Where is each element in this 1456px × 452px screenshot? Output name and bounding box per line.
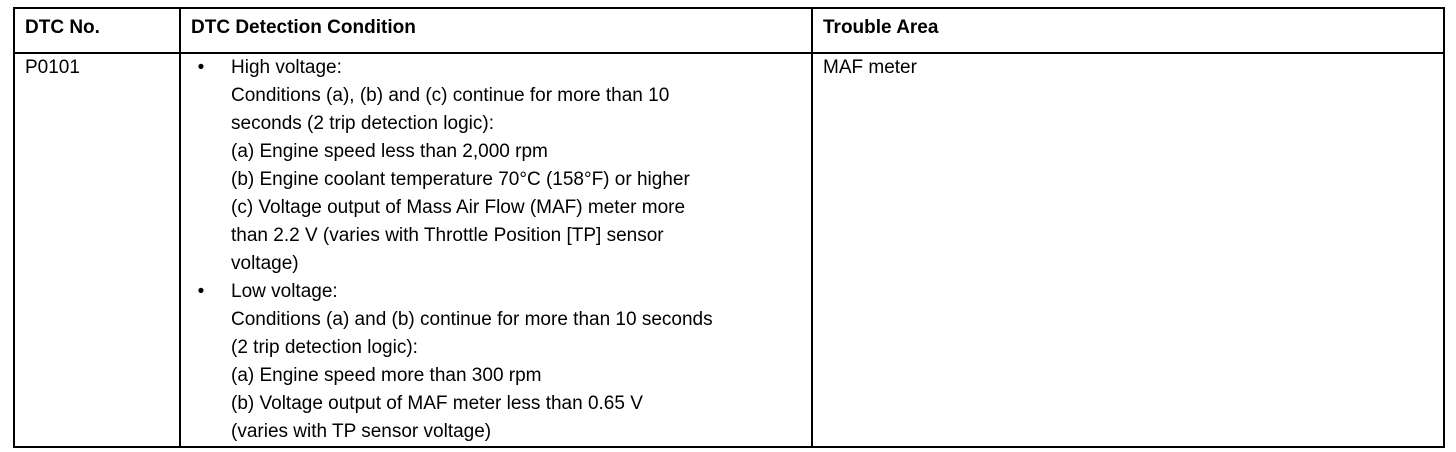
cell-detection-condition — [180, 53, 812, 447]
condition-line: seconds (2 trip detection logic): — [231, 113, 494, 134]
condition-line: (b) Voltage output of MAF meter less than 0.65 V — [231, 393, 643, 414]
condition-line: Low voltage: — [231, 281, 338, 302]
condition-line: (2 trip detection logic): — [231, 337, 418, 358]
header-trouble-area: Trouble Area — [812, 8, 1444, 53]
condition-line: (b) Engine coolant temperature 70°C (158°F) or higher — [231, 169, 690, 190]
condition-item-low-voltage — [191, 278, 801, 446]
header-dtc-no: DTC No. — [14, 8, 180, 53]
table-row — [14, 53, 1444, 447]
condition-line: voltage) — [231, 253, 299, 274]
cell-trouble-area: MAF meter — [812, 53, 1444, 447]
condition-line: High voltage: — [231, 57, 342, 78]
condition-line: (a) Engine speed more than 300 rpm — [231, 365, 542, 386]
cell-dtc-no: P0101 — [14, 53, 180, 447]
bullet-icon: • — [197, 57, 205, 78]
condition-list — [191, 54, 801, 446]
header-row — [14, 8, 1444, 53]
condition-line: (a) Engine speed less than 2,000 rpm — [231, 141, 548, 162]
condition-line: Conditions (a), (b) and (c) continue for more than 10 — [231, 85, 670, 106]
condition-line: than 2.2 V (varies with Throttle Position [TP] sensor — [231, 225, 664, 246]
header-detection-condition: DTC Detection Condition — [180, 8, 812, 53]
condition-item-high-voltage — [191, 54, 801, 278]
condition-line: (varies with TP sensor voltage) — [231, 421, 492, 442]
bullet-icon: • — [197, 281, 205, 302]
condition-line: (c) Voltage output of Mass Air Flow (MAF) meter more — [231, 197, 686, 218]
condition-line: Conditions (a) and (b) continue for more than 10 seconds — [231, 309, 713, 330]
dtc-table — [13, 7, 1445, 448]
